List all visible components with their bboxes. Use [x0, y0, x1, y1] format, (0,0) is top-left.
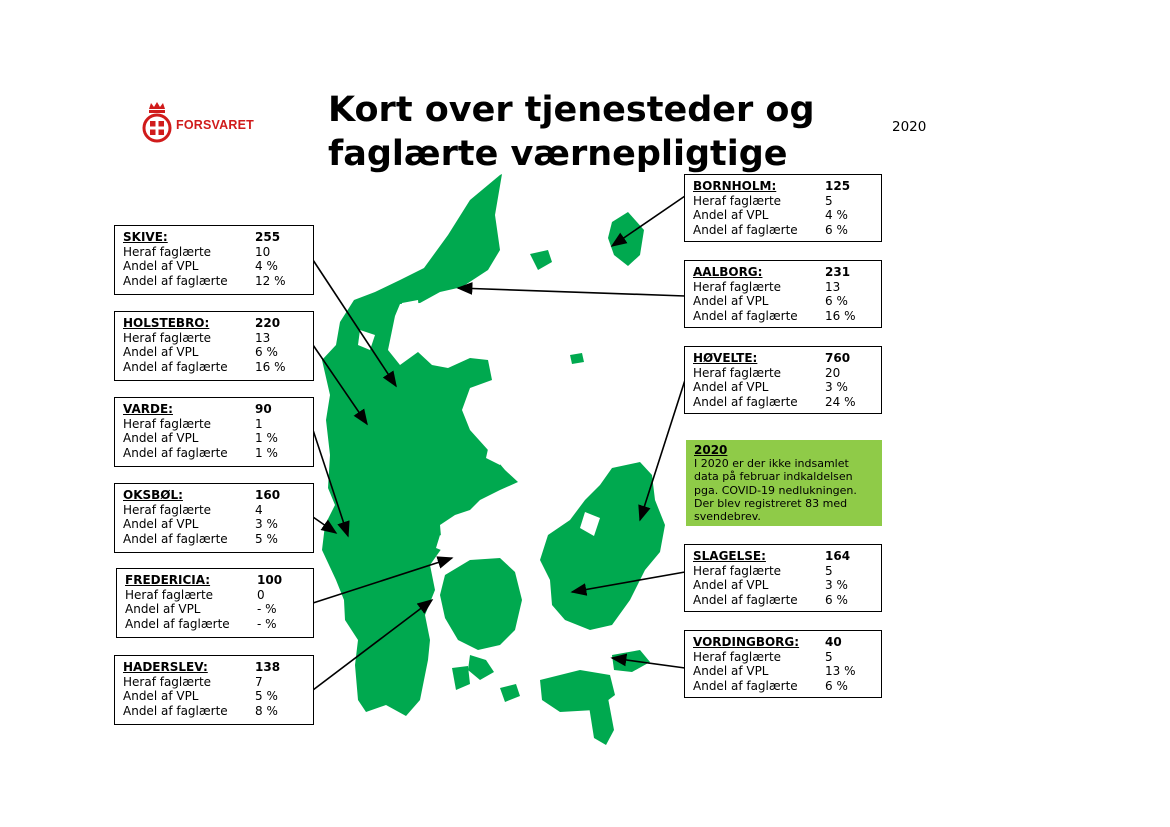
location-name: HOLSTEBRO:: [123, 316, 210, 330]
info-box-skive: [114, 225, 314, 295]
value-faglaerte: 0: [257, 587, 265, 602]
title-line-2: faglærte værnepligtige: [328, 134, 788, 174]
row-label: Heraf faglærte: [123, 502, 212, 517]
row-label: Heraf faglærte: [123, 244, 212, 259]
row-label: Heraf faglærte: [125, 587, 214, 602]
value-vpl: - %: [257, 602, 277, 617]
row-label: Andel af faglærte: [693, 308, 798, 323]
value-andel-faglaerte: 5 %: [255, 531, 278, 546]
value-vpl: 5 %: [255, 689, 278, 704]
title-line-1: Kort over tjenesteder og: [328, 90, 815, 130]
location-total: 255: [255, 230, 281, 244]
row-label: Andel af faglærte: [123, 359, 228, 374]
row-label: Andel af VPL: [693, 578, 769, 593]
value-andel-faglaerte: 6 %: [825, 222, 848, 237]
location-name: OKSBØL:: [123, 488, 183, 502]
location-total: 138: [255, 660, 281, 674]
funen-landmass: [440, 558, 522, 650]
row-label: Andel af VPL: [123, 517, 199, 532]
arrow-aalborg: [458, 288, 685, 296]
value-faglaerte: 10: [255, 244, 271, 259]
value-faglaerte: 20: [825, 365, 841, 380]
row-label: Andel af VPL: [123, 431, 199, 446]
info-box-holstebro: [114, 311, 314, 381]
year-label: 2020: [892, 119, 927, 135]
value-faglaerte: 5: [825, 193, 833, 208]
row-label: Andel af VPL: [125, 602, 201, 617]
row-label: Andel af VPL: [693, 380, 769, 395]
value-faglaerte: 5: [825, 563, 833, 578]
info-box-haderslev: [114, 655, 314, 725]
bornholm-landmass: [608, 212, 644, 266]
row-label: Andel af faglærte: [693, 592, 798, 607]
info-box-bornholm: [684, 174, 882, 242]
row-label: Andel af VPL: [693, 664, 769, 679]
info-box-varde: [114, 397, 314, 467]
value-andel-faglaerte: 6 %: [825, 592, 848, 607]
location-total: 760: [825, 351, 851, 365]
info-box-aalborg: [684, 260, 882, 328]
note-title: 2020: [694, 443, 728, 457]
location-name: BORNHOLM:: [693, 179, 777, 193]
row-label: Heraf faglærte: [123, 330, 212, 345]
value-andel-faglaerte: 8 %: [255, 703, 278, 718]
value-vpl: 3 %: [825, 578, 848, 593]
location-name: VARDE:: [123, 402, 173, 416]
location-name: HADERSLEV:: [123, 660, 208, 674]
row-label: Heraf faglærte: [123, 674, 212, 689]
value-vpl: 13 %: [825, 664, 856, 679]
info-box-vordingborg: [684, 630, 882, 698]
location-total: 100: [257, 573, 283, 587]
value-faglaerte: 1: [255, 416, 263, 431]
location-name: FREDERICIA:: [125, 573, 211, 587]
row-label: Andel af VPL: [693, 294, 769, 309]
row-label: Andel af faglærte: [123, 445, 228, 460]
row-label: Heraf faglærte: [693, 279, 782, 294]
value-andel-faglaerte: 16 %: [255, 359, 286, 374]
location-name: SKIVE:: [123, 230, 168, 244]
value-faglaerte: 7: [255, 674, 263, 689]
info-box-oksbol: [114, 483, 314, 553]
value-vpl: 4 %: [255, 259, 278, 274]
row-label: Heraf faglærte: [693, 649, 782, 664]
value-andel-faglaerte: 16 %: [825, 308, 856, 323]
value-faglaerte: 4: [255, 502, 263, 517]
note-text: I 2020 er der ikke indsamlet data på februar indkaldelsen pga. COVID-19 nedlukningen. Der blev registreret 83 med svendebrev.: [694, 457, 857, 524]
value-vpl: 6 %: [255, 345, 278, 360]
row-label: Andel af faglærte: [123, 273, 228, 288]
row-label: Andel af VPL: [693, 208, 769, 223]
row-label: Andel af faglærte: [123, 703, 228, 718]
row-label: Andel af faglærte: [125, 616, 230, 631]
value-vpl: 3 %: [825, 380, 848, 395]
info-box-hovelte: [684, 346, 882, 414]
row-label: Andel af VPL: [123, 689, 199, 704]
location-name: VORDINGBORG:: [693, 635, 800, 649]
row-label: Andel af faglærte: [693, 222, 798, 237]
row-label: Andel af VPL: [123, 259, 199, 274]
location-name: HØVELTE:: [693, 351, 758, 365]
location-total: 164: [825, 549, 851, 563]
info-box-slagelse: [684, 544, 882, 612]
value-faglaerte: 5: [825, 649, 833, 664]
row-label: Heraf faglærte: [693, 563, 782, 578]
location-total: 125: [825, 179, 851, 193]
value-vpl: 1 %: [255, 431, 278, 446]
location-total: 40: [825, 635, 842, 649]
value-faglaerte: 13: [255, 330, 271, 345]
row-label: Andel af faglærte: [123, 531, 228, 546]
location-name: AALBORG:: [693, 265, 763, 279]
value-vpl: 4 %: [825, 208, 848, 223]
logo-text: FORSVARET: [176, 118, 254, 132]
info-box-fredericia: [116, 568, 314, 638]
row-label: Heraf faglærte: [123, 416, 212, 431]
row-label: Heraf faglærte: [693, 365, 782, 380]
value-andel-faglaerte: 6 %: [825, 678, 848, 693]
location-total: 220: [255, 316, 281, 330]
covid-note: [686, 440, 882, 526]
row-label: Andel af faglærte: [693, 394, 798, 409]
value-faglaerte: 13: [825, 279, 841, 294]
value-andel-faglaerte: - %: [257, 616, 277, 631]
zealand-landmass: [540, 462, 665, 630]
row-label: Heraf faglærte: [693, 193, 782, 208]
arrow-hovelte: [640, 380, 685, 520]
value-vpl: 6 %: [825, 294, 848, 309]
row-label: Andel af faglærte: [693, 678, 798, 693]
location-total: 90: [255, 402, 272, 416]
value-andel-faglaerte: 12 %: [255, 273, 286, 288]
location-name: SLAGELSE:: [693, 549, 766, 563]
location-total: 231: [825, 265, 851, 279]
location-total: 160: [255, 488, 281, 502]
value-andel-faglaerte: 1 %: [255, 445, 278, 460]
row-label: Andel af VPL: [123, 345, 199, 360]
value-vpl: 3 %: [255, 517, 278, 532]
value-andel-faglaerte: 24 %: [825, 394, 856, 409]
